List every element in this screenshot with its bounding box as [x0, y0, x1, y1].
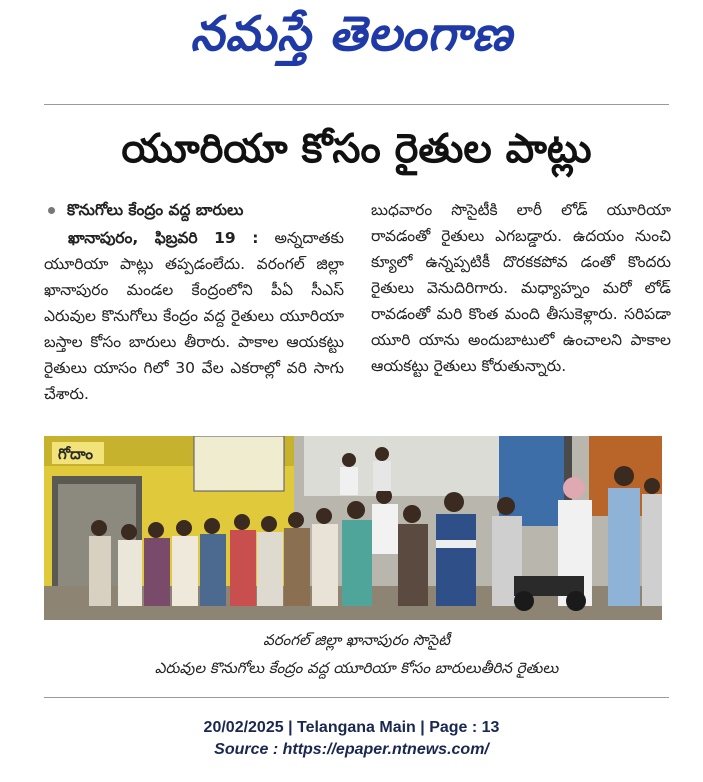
article-column-2 — [371, 197, 671, 379]
photo-caption — [44, 626, 669, 682]
photo-illustration — [44, 436, 662, 620]
masthead-title: నమస్తే తెలంగాణ — [190, 6, 513, 62]
dateline: ఖానాపురం, ఫిబ్రవరి 19 : — [68, 229, 259, 247]
footer-edition-info: 20/02/2025 | Telangana Main | Page : 13 — [203, 719, 500, 736]
column-1-text — [44, 225, 344, 407]
bottom-divider — [44, 697, 669, 698]
footer — [0, 717, 703, 761]
caption-line-2: ఎరువుల కొనుగోలు కేంద్రం వద్ద యూరియా కోసం బారులుతీరిన రైతులు — [154, 659, 559, 677]
news-photo — [44, 436, 662, 620]
footer-source-link[interactable]: Source : https://epaper.ntnews.com/ — [214, 741, 489, 758]
godown-sign: గోదాం — [58, 445, 93, 463]
top-divider — [44, 104, 669, 105]
column-2-body: బుధవారం సొసైటీకి లారీ లోడ్ యూరియా రావడంతో రైతులు ఎగబడ్డారు. ఉదయం నుంచి క్యూలో ఉన్నప్పటికీ దొరకకపోవ డంతో కొందరు రైతులు వెనుదిరిగారు. మధ్యాహ్నం మరో లోడ్ రావడంతో మరి కొంత మంది తీసుకెళ్లారు. సరిపడా యూరి యాను అందుబాటులో ఉంచాలని పాకాల ఆయకట్టు రైతులు కోరుతున్నారు. — [371, 201, 671, 375]
bullet-icon — [48, 207, 55, 214]
subheading-text: కొనుగోలు కేంద్రం వద్ద బారులు — [67, 201, 244, 219]
article-headline: యూరియా కోసం రైతుల పాట్లు — [121, 126, 592, 172]
column-1-body: అన్నదాతకు యూరియా పాట్లు తప్పడంలేదు. వరంగల్ జిల్లా ఖానాపురం మండల కేంద్రంలోని పీఏ సీఎస్ ఎరువుల కొనుగోలు కేంద్రం వద్ద రైతులు యూరియా బస్తాల కోసం బారులు తీరారు. పాకాల ఆయకట్టు రైతులు యాసం గిలో 30 వేల ఎకరాల్లో వరి సాగు చేశారు. — [44, 229, 344, 403]
subheading — [44, 197, 344, 223]
caption-line-1: వరంగల్ జిల్లా ఖానాపురం సొసైటీ — [263, 631, 450, 649]
article-column-1 — [44, 197, 344, 407]
